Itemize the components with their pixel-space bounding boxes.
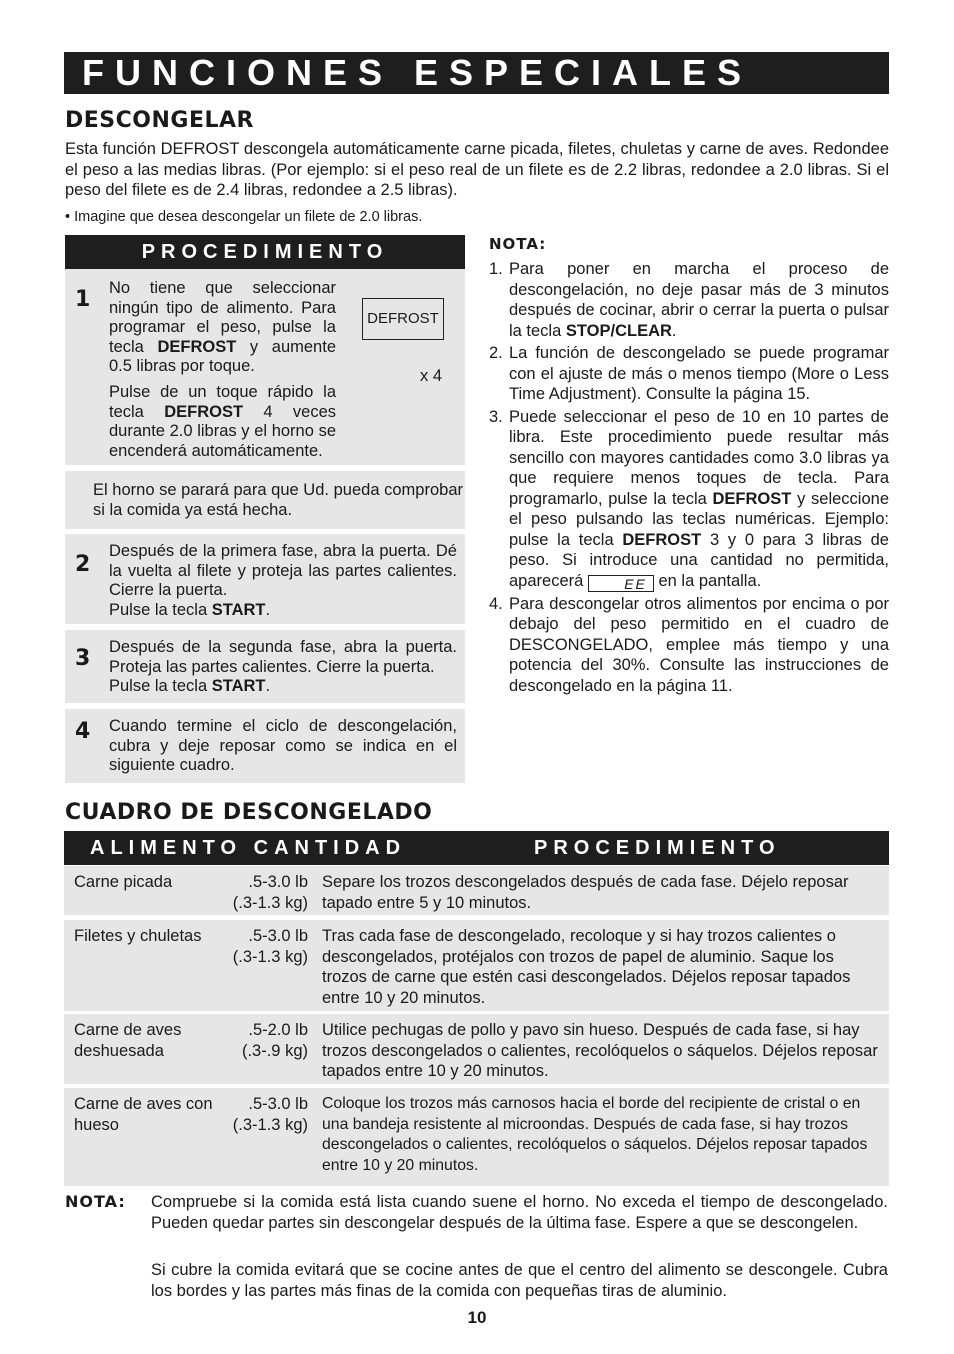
step-1-text-a [109, 279, 336, 377]
key-name: DEFROST [622, 530, 702, 549]
table-row [64, 1088, 889, 1186]
food-cell: Carne de aves con hueso [74, 1095, 213, 1134]
quantity-cell [214, 872, 308, 913]
intro-paragraph: Esta función DEFROST descongela automáticamente carne picada, filetes, chuletas y carne de aves. Redondee el peso a las medias libras. (Por ejemplo: si el peso real de un filete es de 2.2 libras, redondee a 2.0 libras. Si el peso del filete es de 2.4 libras, redondee a 2.5 libras). [65, 140, 889, 199]
page-number: 10 [467, 1308, 487, 1327]
section-title-cuadro: CUADRO DE DESCONGELADO [65, 800, 433, 825]
error-display-illustration: EE [588, 575, 654, 592]
bottom-nota-label: NOTA: [65, 1192, 126, 1211]
table-row [64, 866, 889, 915]
text: 3 y 0 para 3 libras de peso. Si introduce una cantidad no permitida, aparecerá [509, 530, 889, 590]
nota-title: NOTA: [489, 235, 547, 253]
text: en la pantalla. [653, 571, 762, 590]
bullet-text: Imagine que desea descongelar un filete de 2.0 libras. [74, 209, 423, 225]
text: Pulse la tecla [109, 600, 212, 619]
key-name: DEFROST [712, 489, 792, 508]
procedure-cell: Separe los trozos descongelados después de cada fase. Déjelo reposar tapado entre 5 y 10 minutos. [322, 873, 849, 912]
step-3-box [65, 630, 465, 703]
nota-item-3 [489, 407, 889, 592]
pause-note-text: El horno se parará para que Ud. pueda comprobar si la comida ya está hecha. [93, 481, 463, 519]
key-name: DEFROST [164, 402, 244, 421]
defrost-key-illustration: DEFROST [362, 298, 444, 340]
text: Para poner en marcha el proceso de descongelación, no deje pasar más de 3 minutos después de cocinar, abrir o cerrar la puerta o pulsar la tecla [509, 260, 889, 340]
qty-kg: (.3-1.3 kg) [232, 893, 308, 912]
quantity-cell [214, 1020, 308, 1061]
text: 4 veces durante 2.0 libras y el horno se encenderá automáticamente. [109, 402, 337, 460]
food-cell: Filetes y chuletas [74, 927, 202, 945]
quantity-cell [214, 1094, 308, 1135]
press-count: x 4 [420, 367, 443, 385]
text: . [265, 600, 271, 619]
text: No tiene que seleccionar ningún tipo de alimento. Para programar el peso, pulse la tecla [109, 279, 336, 356]
text: . [671, 321, 677, 340]
qty-lb: .5-2.0 lb [248, 1021, 308, 1039]
pause-note-box [65, 471, 465, 529]
text: Después de la segunda fase, abra la puerta. Proteja las partes calientes. Cierre la puerta. [109, 638, 457, 676]
col-header-procedure: PROCEDIMIENTO [534, 837, 781, 859]
bullet-dot: • [65, 209, 75, 225]
text: . [265, 677, 271, 695]
table-row [64, 920, 889, 1011]
text: Puede seleccionar el peso de 10 en 10 partes de libra. Este procedimiento puede resultar más sencillo con mayores cantidades como 3.0 libras ya que requiere menos toques de tecla. Para programarlo, pulse la tecla [509, 407, 889, 508]
bottom-nota-p2: Si cubre la comida evitará que se cocine antes de que el centro del alimento se descongele. Cubra los bordes y las partes más finas de la comida con pequeñas tiras de aluminio. [151, 1261, 888, 1300]
step-2-box [65, 534, 465, 624]
step-1-text-b [109, 383, 336, 461]
text: Pulse la tecla [109, 677, 212, 695]
qty-kg: (.3-1.3 kg) [232, 947, 308, 966]
step-3-text [109, 638, 457, 697]
nota-item-1 [489, 259, 889, 341]
step-2-text [109, 542, 457, 620]
qty-kg: (.3-1.3 kg) [232, 1115, 308, 1134]
table-header [64, 831, 889, 865]
food-cell: Carne picada [74, 873, 173, 891]
step-4-box [65, 709, 465, 783]
key-name: DEFROST [157, 337, 237, 356]
qty-lb: .5-3.0 lb [248, 873, 308, 891]
qty-lb: .5-3.0 lb [248, 1095, 308, 1113]
nota-item-2 [489, 343, 889, 405]
section-banner: FUNCIONES ESPECIALES [64, 52, 889, 94]
qty-lb: .5-3.0 lb [248, 927, 308, 945]
section-title-descongelar: DESCONGELAR [65, 108, 254, 133]
item-number: 4. [489, 594, 503, 613]
nota-list [489, 259, 889, 698]
col-header-food-qty: ALIMENTO CANTIDAD [90, 837, 407, 859]
qty-kg: (.3-.9 kg) [241, 1041, 308, 1060]
procedure-cell: Utilice pechugas de pollo y pavo sin hueso. Después de cada fase, si hay trozos descongelados o calientes, recolóquelos o sáquelos. Déjelos reposar tapados entre 10 y 20 minutos. [322, 1021, 878, 1080]
item-number: 1. [489, 260, 503, 278]
step-number: 3 [75, 646, 91, 671]
key-name: START [211, 600, 266, 619]
nota-item-4 [489, 594, 889, 697]
item-number: 3. [489, 407, 503, 426]
example-bullet [65, 208, 485, 226]
bottom-nota-p1: Compruebe si la comida está lista cuando suene el horno. No exceda el tiempo de descongelado. Pueden quedar partes sin descongelar después de la última fase. Espere a que se descongelen. [151, 1193, 888, 1232]
text: y seleccione el peso pulsando las teclas numéricas. Ejemplo: pulse la tecla [509, 489, 889, 549]
text: y aumente 0.5 libras por toque. [109, 337, 336, 375]
step-4-text: Cuando termine el ciclo de descongelación, cubra y deje reposar como se indica en el siguiente cuadro. [109, 717, 457, 774]
procedure-header: PROCEDIMIENTO [65, 235, 465, 269]
key-name: START [211, 677, 266, 695]
food-cell: Carne de aves deshuesada [74, 1021, 182, 1060]
text: Para descongelar otros alimentos por encima o por debajo del peso permitido en el cuadro de DESCONGELADO, emplee más tiempo y una potencia del 30%. Consulte las instrucciones de descongelado en la página 11. [509, 594, 889, 695]
key-name: STOP/CLEAR [565, 321, 672, 340]
procedure-cell: Tras cada fase de descongelado, recoloque y si hay trozos calientes o descongelados, protéjalos con trozos de papel de aluminio. Saque los trozos de carne que estén casi descongelados. Déjelos reposar tapados entre 10 y 20 minutos. [322, 927, 851, 1007]
step-number: 4 [75, 719, 91, 744]
step-number: 1 [75, 287, 91, 312]
text: La función de descongelado se puede programar con el ajuste de más o menos tiempo (More o Less Time Adjustment). Consulte la página 15. [509, 344, 889, 403]
procedure-cell: Coloque los trozos más carnosos hacia el borde del recipiente de cristal o en una bandeja resistente al microondas. Después de cada fase, si hay trozos descongelados o calientes, recolóquelos o sáquelos. Déjelos reposar tapados entre 10 y 20 minutos. [322, 1095, 868, 1174]
table-row [64, 1014, 889, 1084]
step-number: 2 [75, 552, 91, 577]
text: Pulse de un toque rápido la tecla [109, 383, 336, 421]
quantity-cell [214, 926, 308, 967]
item-number: 2. [489, 344, 503, 362]
text: Después de la primera fase, abra la puerta. Dé la vuelta al filete y proteja las partes calientes. Cierre la puerta. [109, 542, 457, 599]
